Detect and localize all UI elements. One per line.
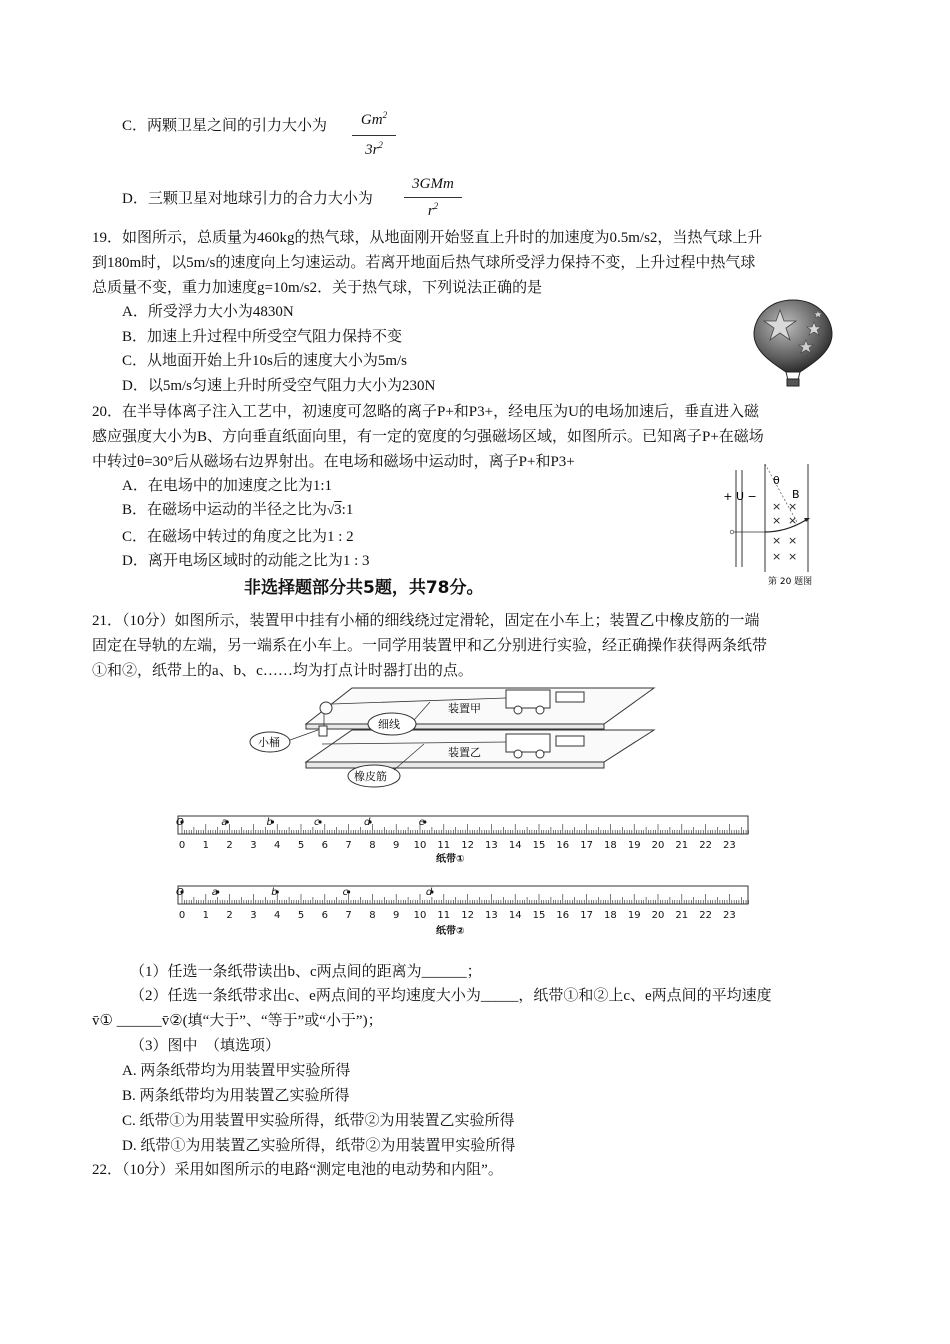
tape-point-label: O [176, 887, 184, 898]
q18-option-d: D．三颗卫星对地球引力的合力大小为 [122, 191, 373, 207]
frac-c-den-sup: 2 [378, 140, 383, 150]
ruler-tick-label: 2 [226, 840, 233, 851]
tape-point-label: e [418, 817, 425, 828]
label-device-jia: 装置甲 [448, 702, 481, 715]
ruler-tick-label: 21 [675, 910, 689, 921]
q20-option-b-ratio: :1 [341, 502, 354, 518]
ruler-tick-label: 8 [369, 910, 376, 921]
q19-option-a: A．所受浮力大小为4830N [122, 304, 294, 320]
q21-stem-line1: 21．（10分）如图所示，装置甲中挂有小桶的细线绕过定滑轮，固定在小车上；装置乙中橡皮筋的一端 [92, 613, 760, 629]
ruler-tick-label: 10 [413, 910, 427, 921]
q21-stem-line2: 固定在导轨的左端，另一端系在小车上。一同学用装置甲和乙分别进行实验，经正确操作获得两条纸带 [92, 638, 768, 654]
q21-sub2-cont: v̄① ______v̄②(填“大于”、“等于”或“小于”)； [92, 1013, 383, 1029]
ruler-tick-label: 4 [274, 840, 281, 851]
tape-point-label: O [176, 817, 184, 828]
ruler-tick-label: 11 [437, 840, 451, 851]
ruler-tick-label: 3 [250, 910, 257, 921]
voltage-label: + U − [723, 490, 757, 503]
q20-stem-line2: 感应强度大小为B、方向垂直纸面向里，有一定的宽度的匀强磁场区域，如图所示。已知离子P+在磁场 [92, 429, 764, 445]
magnetic-field-figure [723, 462, 836, 588]
cross-mark: × [788, 514, 798, 527]
label-device-yi: 装置乙 [448, 746, 481, 759]
ruler-tick-label: 2 [226, 910, 233, 921]
q21-sub3: （3）图中 （填选项） [130, 1038, 281, 1054]
q18-option-c-fraction [352, 110, 396, 162]
sqrt-symbol: √ [327, 502, 335, 517]
tape-1-label: 纸带① [436, 854, 465, 865]
ruler-tick-label: 6 [321, 910, 328, 921]
ruler-tick-label: 0 [178, 910, 186, 921]
q21-choice-d: D. 纸带①为用装置乙实验所得，纸带②为用装置甲实验所得 [122, 1138, 516, 1154]
ruler-tick-label: 21 [675, 840, 689, 851]
ruler-tick-label: 4 [274, 910, 281, 921]
tape-point-label: d [364, 817, 371, 828]
ruler-tick-label: 7 [345, 840, 352, 851]
tape-point-label: b [266, 817, 273, 828]
tape-2-label: 纸带② [436, 926, 465, 937]
ruler-tick-label: 12 [461, 910, 474, 921]
q21-choice-b: B. 两条纸带均为用装置乙实验所得 [122, 1088, 350, 1104]
ruler-tick-label: 5 [297, 840, 305, 851]
ruler-tick-label: 17 [580, 910, 593, 921]
ruler-tick-label: 22 [699, 910, 712, 921]
ruler-tick-label: 18 [604, 840, 617, 851]
q20-option-d: D．离开电场区域时的动能之比为1 : 3 [122, 553, 370, 569]
q21-choice-c: C. 纸带①为用装置甲实验所得，纸带②为用装置乙实验所得 [122, 1113, 515, 1129]
ruler-tick-label: 23 [723, 840, 736, 851]
tape-point-label: a [211, 887, 218, 898]
ruler-tick-label: 16 [556, 840, 570, 851]
ruler-tick-label: 9 [393, 840, 400, 851]
ruler-tick-label: 17 [580, 840, 593, 851]
ruler-tick-label: 23 [723, 910, 736, 921]
q21-stem-line3: ①和②，纸带上的a、b、c……均为打点计时器打出的点。 [92, 663, 473, 679]
cross-mark: × [772, 550, 782, 563]
hot-air-balloon-figure [748, 296, 838, 388]
ruler-tick-label: 19 [627, 840, 641, 851]
tape-2 [176, 886, 748, 937]
ruler-tick-label: 15 [532, 840, 546, 851]
cross-mark: × [772, 500, 782, 513]
section-header: 非选择题部分共5题，共78分。 [244, 578, 484, 598]
frac-c-den: 3r [365, 142, 379, 158]
q20-option-c: C．在磁场中转过的角度之比为1 : 2 [122, 529, 354, 545]
frac-d-num: 3GMm [412, 176, 454, 192]
ruler-tick-label: 22 [699, 840, 712, 851]
cross-mark: × [788, 550, 798, 563]
ruler-tick-label: 19 [627, 910, 641, 921]
ruler-tick-label: 20 [651, 910, 665, 921]
tape-point-label: c [342, 887, 349, 898]
ruler-tick-label: 1 [202, 840, 209, 851]
q20-stem-line3: 中转过θ=30°后从磁场右边界射出。在电场和磁场中运动时，离子P+和P3+ [92, 454, 575, 470]
q20-option-b [122, 500, 353, 520]
ruler-tick-label: 1 [202, 910, 209, 921]
ruler-tick-label: 8 [369, 840, 376, 851]
ruler-tick-label: 10 [413, 840, 427, 851]
apparatus-figure [244, 684, 664, 790]
q18-option-d-fraction [404, 176, 462, 224]
figure-caption: 第 20 题图 [768, 577, 813, 587]
q20-stem-line1: 20．在半导体离子注入工艺中，初速度可忽略的离子P+和P3+，经电压为U的电场加速后，垂直进入磁 [92, 404, 759, 420]
q19-option-d: D．以5m/s匀速上升时所受空气阻力大小为230N [122, 378, 436, 394]
frac-d-den-sup: 2 [433, 201, 439, 211]
q20-option-b-sqrt: 3 [334, 502, 342, 518]
q19-option-c: C．从地面开始上升10s后的速度大小为5m/s [122, 353, 408, 369]
cross-mark: × [772, 514, 782, 527]
ruler-tick-label: 5 [297, 910, 305, 921]
ruler-tick-label: 16 [556, 910, 570, 921]
q21-sub2: （2）任选一条纸带求出c、e两点间的平均速度大小为_____，纸带①和②上c、e两点间的平均速度 [130, 988, 772, 1004]
ruler-tick-label: 11 [437, 910, 451, 921]
tape-point-label: a [221, 817, 228, 828]
q18-option-c: C．两颗卫星之间的引力大小为 [122, 118, 328, 134]
cross-mark: × [788, 500, 798, 513]
frac-d-den: r [427, 203, 434, 219]
tape-point-label: d [425, 887, 433, 898]
ruler-tick-label: 0 [178, 840, 186, 851]
ruler-tick-label: 7 [345, 910, 352, 921]
q20-option-b-text: B．在磁场中运动的半径之比为 [122, 502, 328, 518]
label-rubber-band: 橡皮筋 [354, 770, 387, 783]
label-bucket: 小桶 [258, 736, 280, 749]
q21-sub1: （1）任选一条纸带读出b、c两点间的距离为______； [130, 964, 482, 980]
tape-point-label: b [271, 887, 278, 898]
ruler-tick-label: 13 [485, 840, 498, 851]
paper-tape-figure [168, 810, 754, 942]
q21-choice-a: A. 两条纸带均为用装置甲实验所得 [122, 1063, 351, 1079]
frac-c-num: Gm [360, 112, 383, 128]
cross-mark: × [788, 534, 798, 547]
ruler-tick-label: 20 [651, 840, 665, 851]
tape-1 [176, 816, 748, 865]
ruler-tick-label: 14 [508, 910, 522, 921]
q19-stem-line1: 19．如图所示，总质量为460kg的热气球，从地面刚开始竖直上升时的加速度为0.5m/s2，当热气球上升 [92, 230, 763, 246]
ruler-tick-label: 3 [250, 840, 257, 851]
q19-option-b: B．加速上升过程中所受空气阻力保持不变 [122, 329, 403, 345]
label-string: 细线 [378, 718, 400, 731]
cross-mark: × [772, 534, 782, 547]
q19-stem-line3: 总质量不变，重力加速度g=10m/s2．关于热气球，下列说法正确的是 [92, 280, 543, 296]
q20-option-a: A．在电场中的加速度之比为1:1 [122, 478, 333, 494]
q19-stem-line2: 到180m时，以5m/s的速度向上匀速运动。若离开地面后热气球所受浮力保持不变，上升过程中热气球 [92, 255, 756, 271]
ruler-tick-label: 9 [393, 910, 400, 921]
ruler-tick-label: 18 [604, 910, 617, 921]
theta-label: θ [773, 474, 780, 487]
ruler-tick-label: 14 [508, 840, 522, 851]
ruler-tick-label: 6 [321, 840, 328, 851]
frac-c-num-sup: 2 [382, 110, 388, 120]
field-label: B [792, 488, 800, 501]
q22-stem: 22．（10分）采用如图所示的电路“测定电池的电动势和内阻”。 [92, 1162, 503, 1178]
ruler-tick-label: 13 [485, 910, 498, 921]
ruler-tick-label: 12 [461, 840, 474, 851]
tape-point-label: c [314, 817, 320, 828]
ruler-tick-label: 15 [532, 910, 546, 921]
